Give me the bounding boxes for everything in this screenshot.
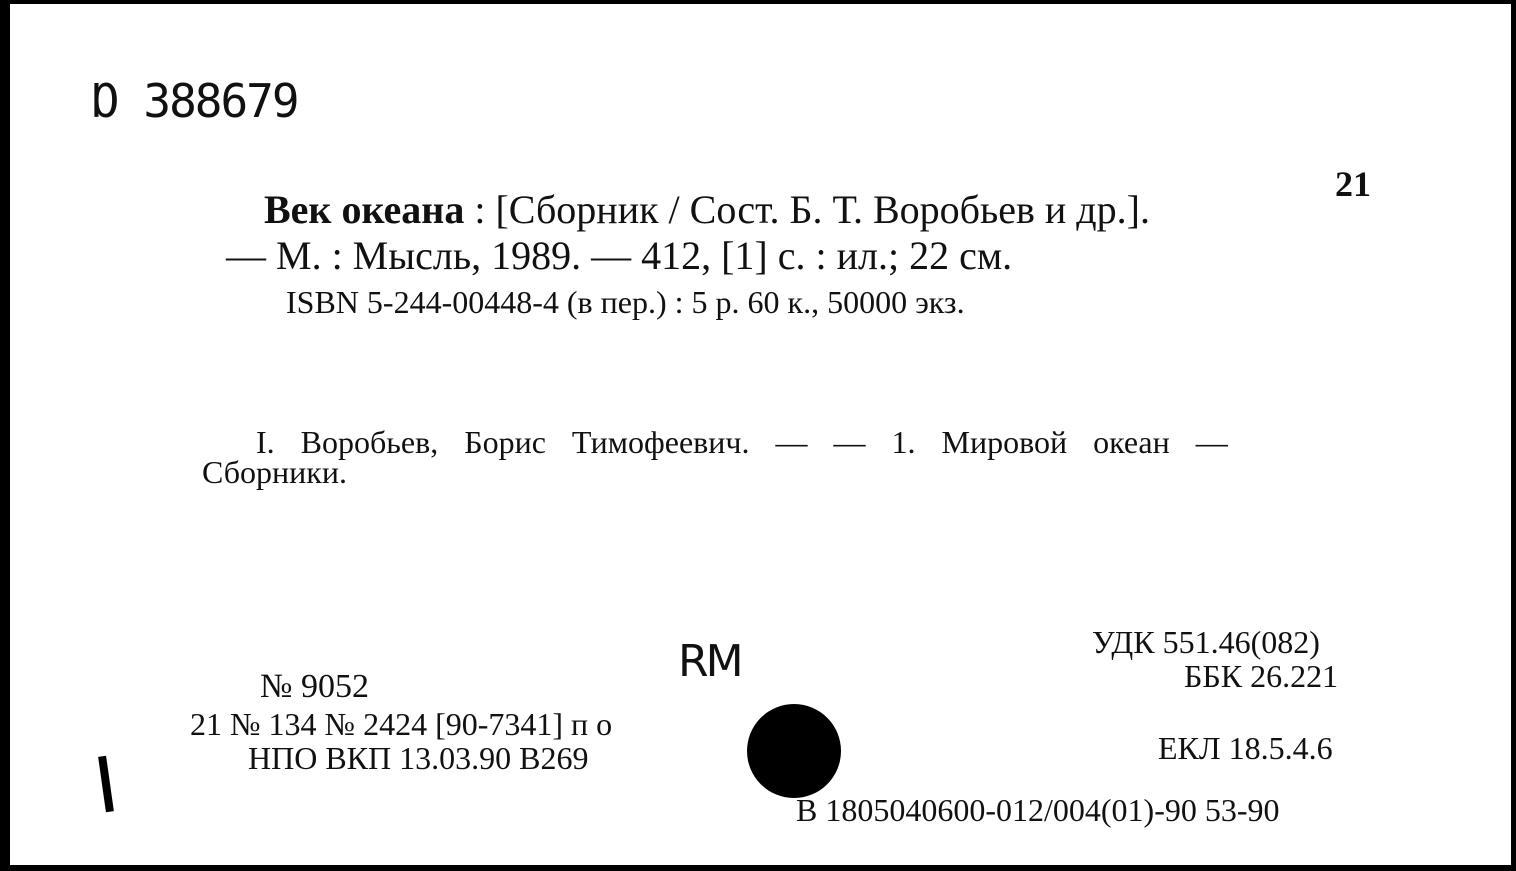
ekl-code: ЕКЛ 18.5.4.6 xyxy=(1158,730,1333,766)
rm-mark: RM xyxy=(678,636,741,687)
card-number: № 9052 xyxy=(260,668,369,705)
print-order-line: 21 № 134 № 2424 [90-7341] п о xyxy=(190,706,613,742)
catalog-code: В 1805040600-012/004(01)-90 53-90 xyxy=(796,792,1280,828)
punch-hole xyxy=(747,704,841,798)
inventory-stamp: Ɒ 388679 xyxy=(92,74,298,128)
class-number: 21 xyxy=(1335,164,1371,204)
bbk-code: ББК 26.221 xyxy=(1184,658,1339,694)
imprint-line: — М. : Мысль, 1989. — 412, [1] с. : ил.; 22 см. xyxy=(226,233,1013,278)
udk-code: УДК 551.46(082) xyxy=(1092,624,1320,660)
pencil-mark xyxy=(98,756,114,813)
title-details: : [Сборник / Сост. Б. Т. Воробьев и др.]. xyxy=(474,187,1150,232)
catalog-card xyxy=(10,4,1511,865)
isbn-line: ISBN 5-244-00448-4 (в пер.) : 5 р. 60 к., 50000 экз. xyxy=(286,284,965,320)
tracing-line-1: I. Воробьев, Борис Тимофеевич. — — 1. Мировой океан — xyxy=(256,424,1228,460)
book-title: Век океана xyxy=(264,187,465,232)
printer-line: НПО ВКП 13.03.90 В269 xyxy=(248,740,589,776)
title-line xyxy=(264,187,1150,232)
tracing-line-2: Сборники. xyxy=(202,454,347,490)
